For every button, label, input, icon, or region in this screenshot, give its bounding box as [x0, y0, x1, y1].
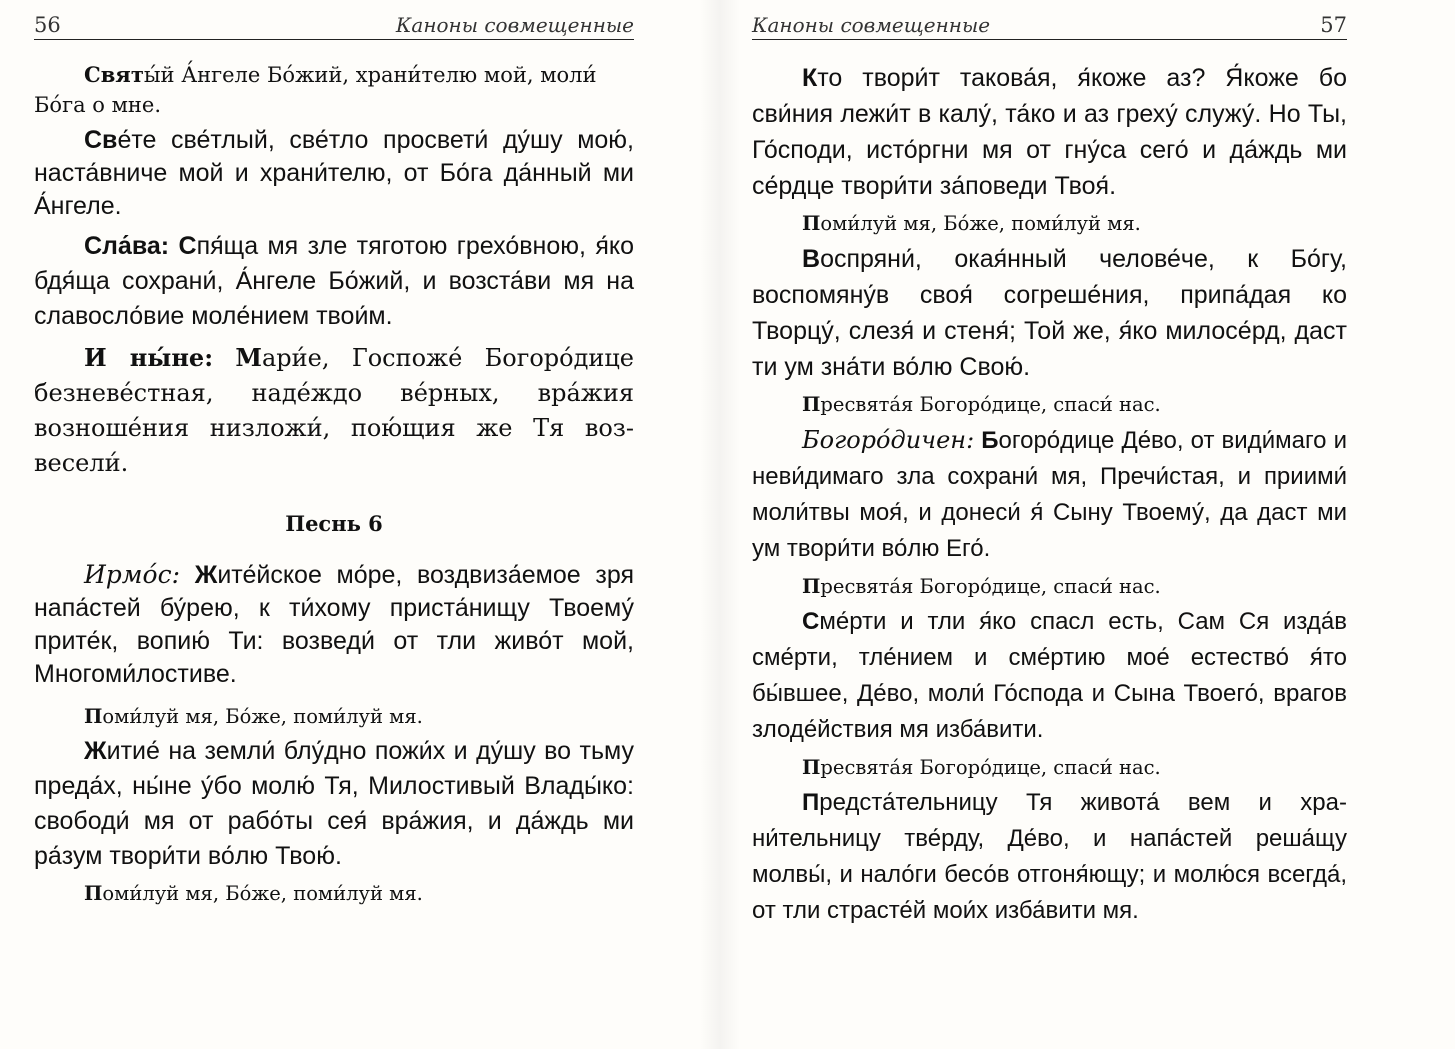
left-page-body [34, 60, 634, 907]
refrain-line: Пресвята́я Богоро́дице, спаси́ нас. [802, 756, 1161, 779]
glory-paragraph: Сла́ва: Спя́ща мя зле тяготою грехо́вною, я́ко бдя́ща сохрани́, А́нгеле Бо́жий, и возста́ви мя на славосло́вие моле́нием твои́м. [34, 232, 634, 330]
troparion-paragraph: Кто твори́т такова́я, я́коже аз? Я́коже бо сви́ния лежи́т в калу́, та́ко и аз греху́ служу́. Но Ты, Го́споди, исто́ргни мя от гну́са сего́ и да́ждь ми се́рдце твори́ти за́поведи Твоя́. [752, 64, 1347, 200]
refrain-line: Поми́луй мя, Бо́же, поми́луй мя. [84, 705, 423, 728]
right-page [752, 0, 1347, 935]
refrain-line: Пресвята́я Богоро́дице, спаси́ нас. [802, 575, 1161, 598]
refrain-line: Поми́луй мя, Бо́же, поми́луй мя. [802, 212, 1141, 235]
right-page-number: 57 [1320, 13, 1347, 37]
prayer-paragraph: Святы́й А́нгеле Бо́жий, храни́телю мой, моли́ Бо́га о мне. [34, 62, 597, 117]
section-heading: Песнь 6 [285, 511, 383, 536]
right-page-header [752, 4, 1347, 40]
refrain-line: Пресвята́я Богоро́дице, спаси́ нас. [802, 393, 1161, 416]
troparion-paragraph: Сме́рти и тли я́ко спасл есть, Сам Ся изда́в сме́рти, тле́нием и сме́ртию мое́ естество́ я́то бы́вшее, Де́во, моли́ Го́спода и Сына Твоего́, врагов злоде́йствия мя изба́вити. [752, 608, 1347, 743]
left-running-title: Каноны совмещенные [395, 13, 634, 37]
left-page-number: 56 [34, 13, 61, 37]
troparion-paragraph: Предста́тельницу Тя живота́ вем и храни́тельницу тве́рду, Де́во, и напа́стей реша́щу молвы́, и нало́ги бесо́в отгоня́ющу; и молю́ся всегда́, от тли страсте́й мои́х изба́вити мя. [752, 789, 1347, 924]
left-page-header [34, 4, 634, 40]
irmos-paragraph: Ирмо́с: Жите́йское мо́ре, воздвиза́емое зря напа́стей бу́рею, к ти́хому приста́нищу Твоему́ прите́к, вопию́ Ти: возведи́ от тли живо́т мой, Многоми́лостиве. [34, 560, 634, 688]
bogorodichen-paragraph: Богоро́дичен: Богоро́дице Де́во, от види́маго и неви́димаго зла сохрани́ мя, Пречи́стая, и приими́ моли́твы моя́, и донеси́ я́ Сыну Твоему́, да даст ми ум твори́ти во́лю Его́. [752, 426, 1348, 562]
left-page [34, 0, 634, 911]
book-spine-shadow [700, 0, 740, 1049]
right-page-body [752, 60, 1347, 929]
and-now-paragraph: И ны́не: Мари́е, Госпоже́ Богоро́дице безневе́стная, наде́ждо ве́рных, вра́жия возноше́ния низложи́, пою́щия же Тя возвесели́. [34, 343, 634, 477]
prayer-paragraph: Све́те све́тлый, све́тло просвети́ ду́шу мою́, наста́вниче мой и храни́телю, от Бо́га да́нный ми А́нгеле. [34, 126, 634, 220]
troparion-paragraph: Воспряни́, окая́нный челове́че, к Бо́гу, воспомяну́в своя́ согреше́ния, припа́дая ко Творцу́, слезя́ и стеня́; Той же, я́ко милосе́рд, даст ти ум зна́ти во́лю Свою́. [752, 245, 1347, 381]
refrain-line: Поми́луй мя, Бо́же, поми́луй мя. [84, 882, 423, 905]
troparion-paragraph: Житие́ на земли́ блу́дно пожи́х и ду́шу во тьму преда́х, ны́не у́бо молю́ Тя, Милостивый Влады́ко: свободи́ мя от рабо́ты сея́ вра́жия, и да́ждь ми ра́зум твори́ти во́лю Твою́. [34, 737, 634, 870]
right-running-title: Каноны совмещенные [752, 13, 991, 37]
